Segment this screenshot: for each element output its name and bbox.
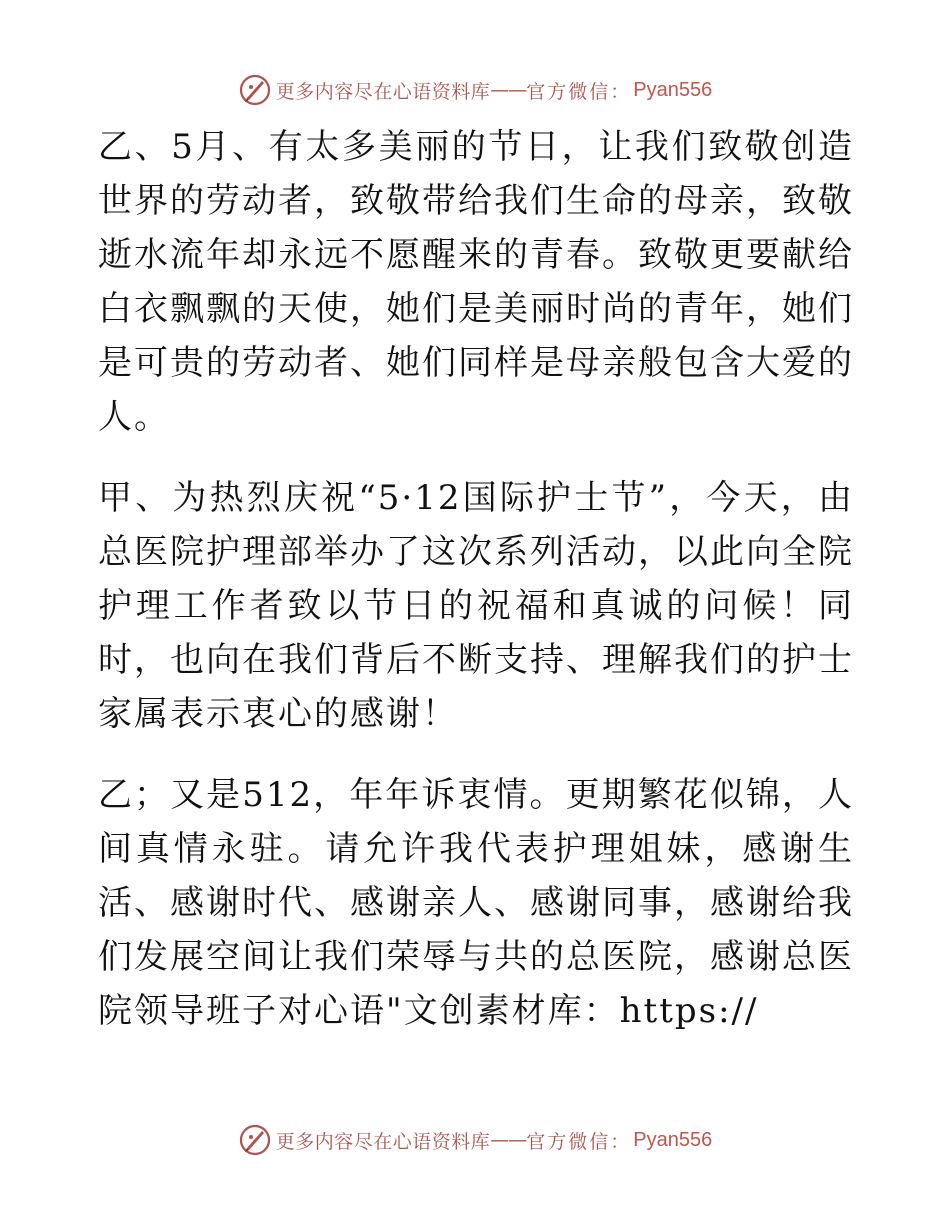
banner-site-text: 更多内容尽在心语资料库	[275, 80, 491, 103]
banner-official-label: 官方微信：	[526, 1130, 632, 1153]
banner-official-label: 官方微信：	[526, 80, 632, 103]
paragraph-3: 乙；又是512，年年诉衷情。更期繁花似锦，人间真情永驻。请允许我代表护理姐妹，感谢生活、感谢时代、感谢亲人、感谢同事，感谢给我们发展空间让我们荣辱与共的总医院，感谢总医院领导班子对心语"文创素材库：https://	[98, 775, 854, 1031]
paragraph-1: 乙、5月、有太多美丽的节日，让我们致敬创造世界的劳动者，致敬带给我们生命的母亲，致敬逝水流年却永远不愿醒来的青春。致敬更要献给白衣飘飘的天使，她们是美丽时尚的青年，她们是可贵的劳动者、她们同样是母亲般包含大爱的人。	[98, 127, 854, 437]
quill-pen-logo-icon	[238, 1123, 272, 1157]
banner-site-text: 更多内容尽在心语资料库	[275, 1130, 491, 1153]
banner-dash: ——	[490, 1129, 527, 1151]
header-banner	[0, 70, 950, 110]
quill-pen-logo-icon	[238, 73, 272, 107]
document-body	[98, 120, 854, 1038]
paragraph-2: 甲、为热烈庆祝“5·12国际护士节”，今天，由总医院护理部举办了这次系列活动，以此向全院护理工作者致以节日的祝福和真诚的问候！同时，也向在我们背后不断支持、理解我们的护士家属表示衷心的感谢！	[98, 478, 854, 734]
footer-banner	[0, 1120, 950, 1160]
banner-dash: ——	[490, 79, 527, 101]
banner-wechat-id: Pyan556	[633, 1128, 713, 1151]
banner-wechat-id: Pyan556	[633, 78, 713, 101]
